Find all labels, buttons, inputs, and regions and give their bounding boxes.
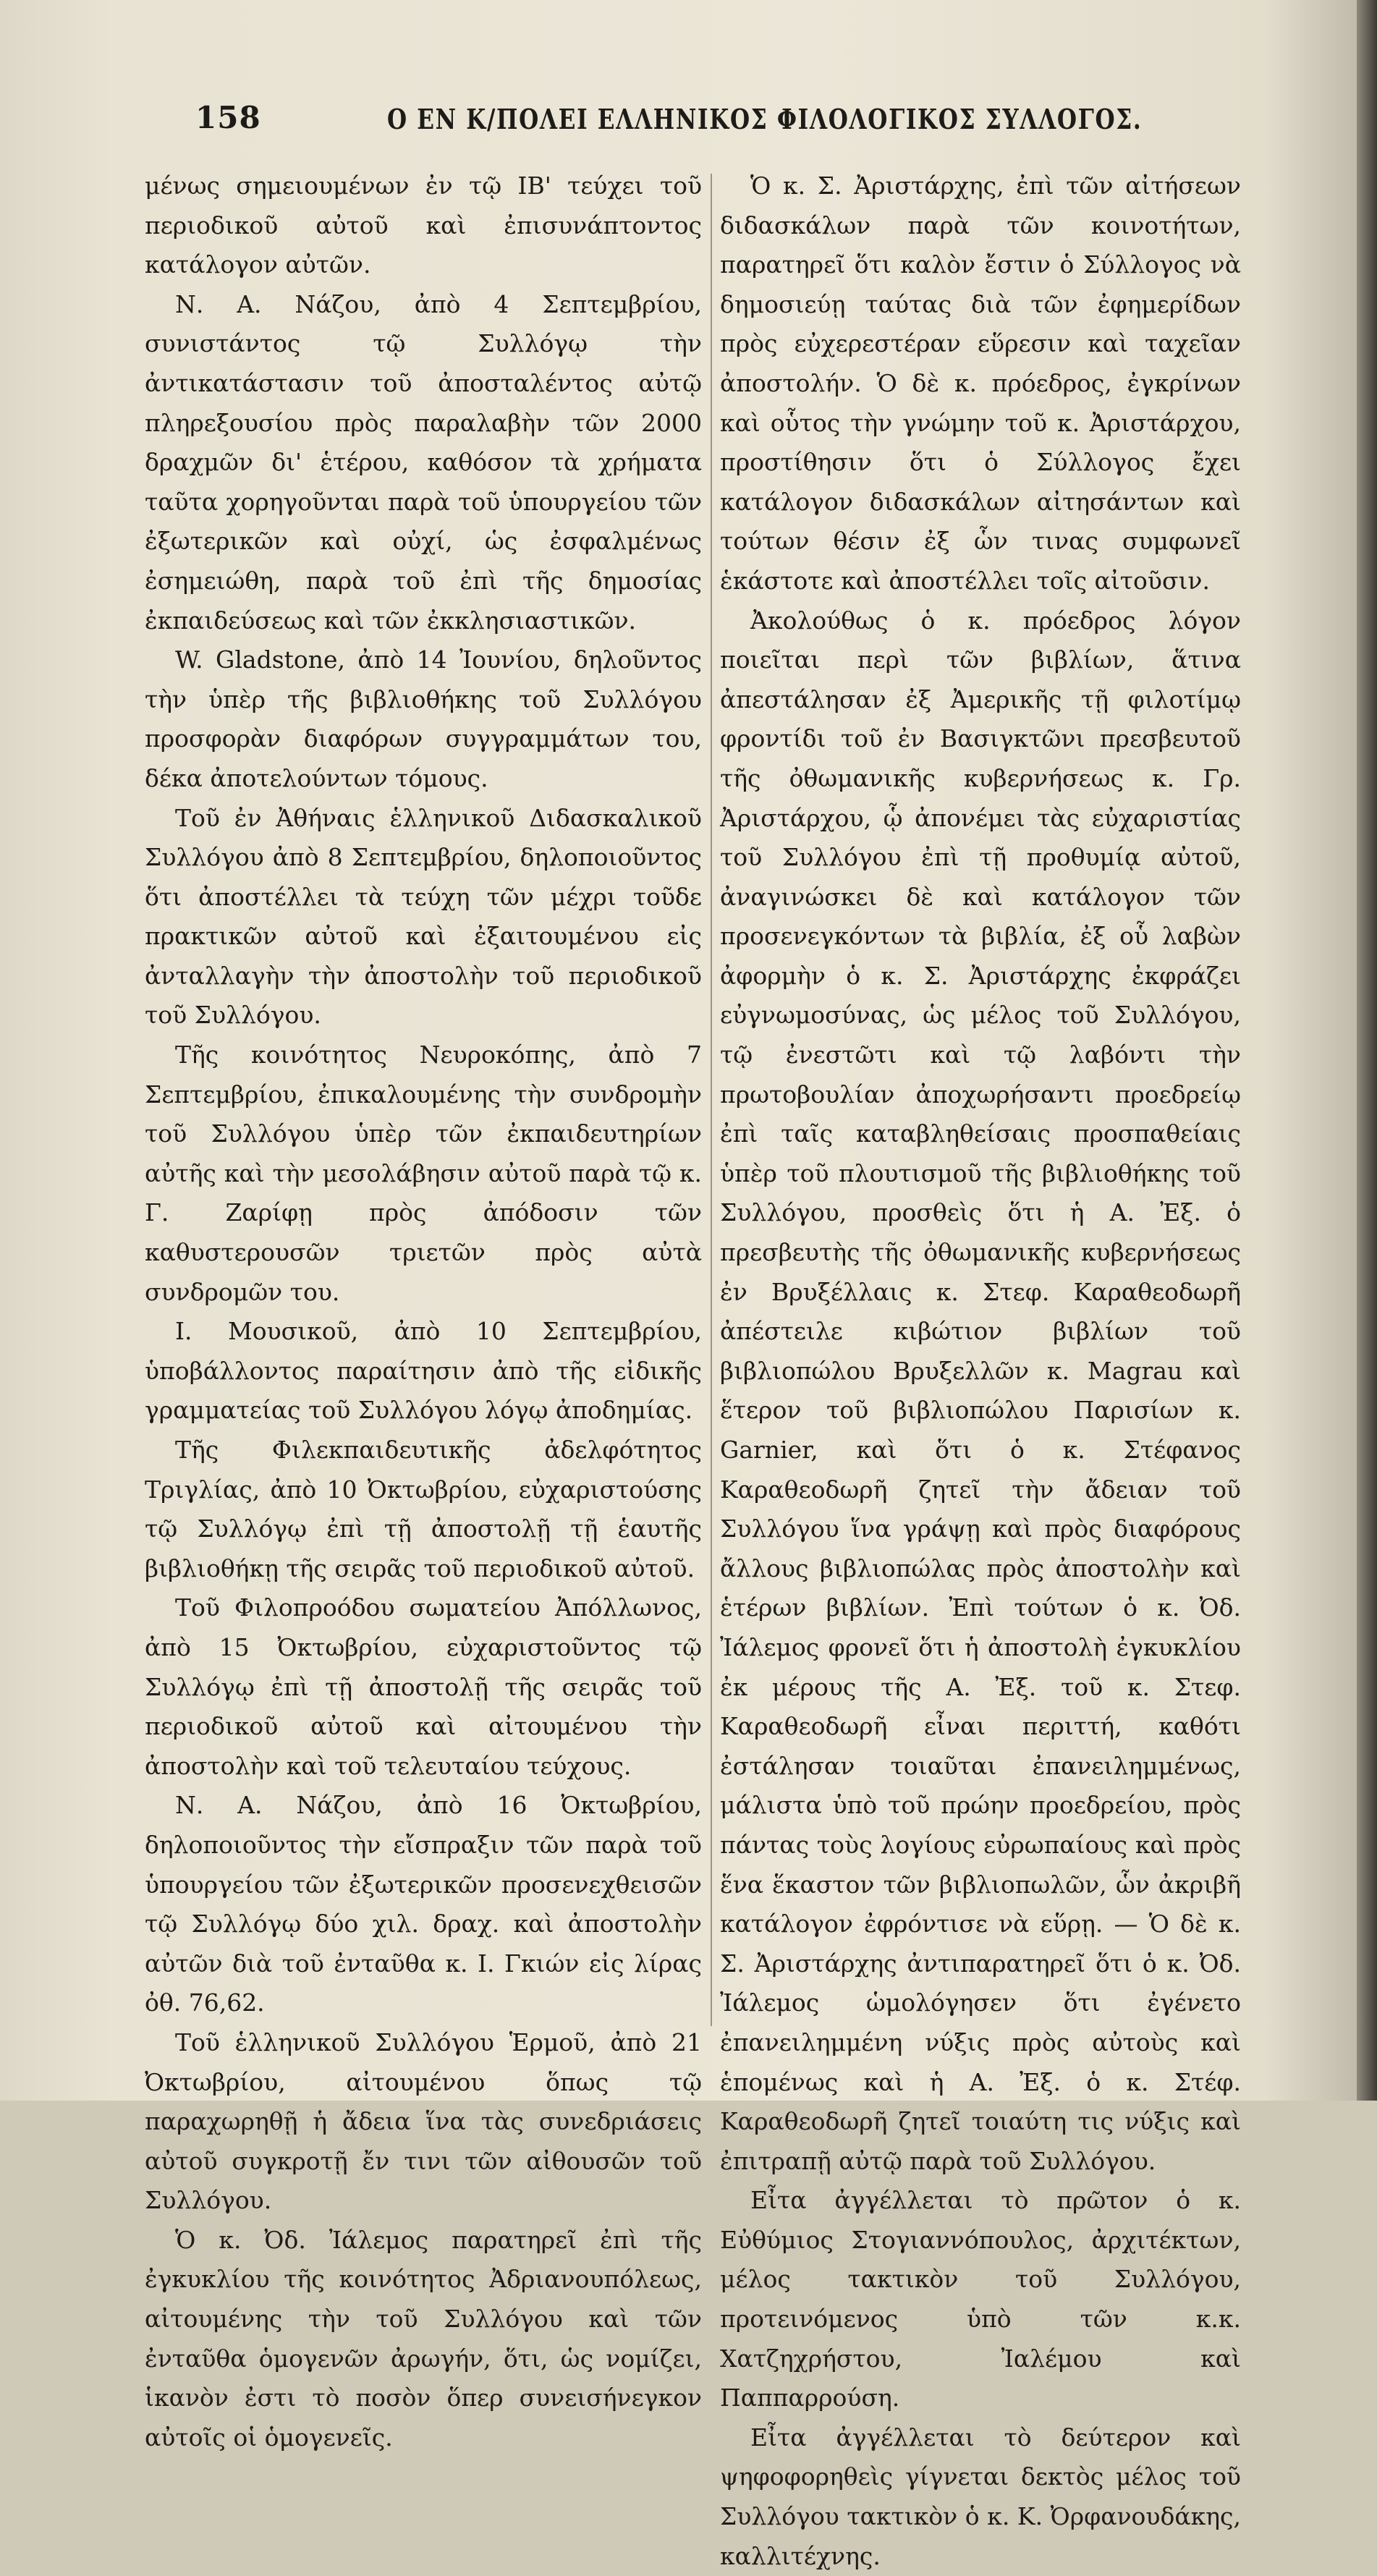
paragraph: Ν. Α. Νάζου, ἀπὸ 16 Ὀκτωβρίου, δηλοποιοῦντος τὴν εἴσπραξιν τῶν παρὰ τοῦ ὑπουργείου τῶν ἐξωτερικῶν προσενεχθεισῶν τῷ Συλλόγῳ δύο χιλ. δραχ. καὶ ἀποστολὴν αὐτῶν διὰ τοῦ ἐνταῦθα κ. Ι. Γκιών εἰς λίρας ὀθ. 76,62. — [145, 1791, 702, 2017]
paragraph: Τοῦ Φιλοπροόδου σωματείου Ἀπόλλωνος, ἀπὸ 15 Ὀκτωβρίου, εὐχαριστοῦντος τῷ Συλλόγῳ ἐπὶ τῇ ἀποστολῇ τῆς σειρᾶς τοῦ περιοδικοῦ αὐτοῦ καὶ αἰτουμένου τὴν ἀποστολὴν καὶ τοῦ τελευταίου τεύχους. — [145, 1593, 702, 1780]
book-spine-shadow — [1357, 0, 1377, 2101]
paragraph: Ἀκολούθως ὁ κ. πρόεδρος λόγον ποιεῖται περὶ τῶν βιβλίων, ἅτινα ἀπεστάλησαν ἐξ Ἀμερικῆς τῇ φιλοτίμῳ φροντίδι τοῦ ἐν Βασιγκτῶνι πρεσβευτοῦ τῆς ὀθωμανικῆς κυβερνήσεως κ. Γρ. Ἀριστάρχου, ᾧ ἀπονέμει τὰς εὐχαριστίας τοῦ Συλλόγου ἐπὶ τῇ προθυμίᾳ αὐτοῦ, ἀναγινώσκει δὲ καὶ κατάλογον τῶν προσενεγκόντων τὰ βιβλία, ἐξ οὗ λαβὼν ἀφορμὴν ὁ κ. Σ. Ἀριστάρχης ἐκφράζει εὐγνωμοσύνας, ὡς μέλος τοῦ Συλλόγου, τῷ ἐνεστῶτι καὶ τῷ λαβόντι τὴν πρωτοβουλίαν ἀποχωρήσαντι προεδρείῳ ἐπὶ ταῖς καταβληθείσαις προσπαθείαις ὑπὲρ τοῦ πλουτισμοῦ τῆς βιβλιοθήκης τοῦ Συλλόγου, προσθεὶς ὅτι ἡ Α. Ἐξ. ὁ πρεσβευτὴς τῆς ὀθωμανικῆς κυβερνήσεως ἐν Βρυξέλλαις κ. Στεφ. Καραθεοδωρῆ ἀπέστειλε κιβώτιον βιβλίων τοῦ βιβλιοπώλου Βρυξελλῶν κ. Magrau καὶ ἕτερον τοῦ βιβλιοπώλου Παρισίων κ. Garnier, καὶ ὅτι ὁ κ. Στέφανος Καραθεοδωρῆ ζητεῖ τὴν ἄδειαν τοῦ Συλλόγου ἵνα γράψῃ καὶ πρὸς διαφόρους ἄλλους βιβλιοπώλας πρὸς ἀποστολὴν καὶ ἑτέρων βιβλίων. Ἐπὶ τούτων ὁ κ. Ὀδ. Ἰάλεμος φρονεῖ ὅτι ἡ ἀποστολὴ ἐγκυκλίου ἐκ μέρους τῆς Α. Ἐξ. τοῦ κ. Στεφ. Καραθεοδωρῆ εἶναι περιττή, καθότι ἐστάλησαν τοιαῦται ἐπανειλημμένως, μάλιστα ὑπὸ τοῦ πρώην προεδρείου, πρὸς πάντας τοὺς λογίους εὐρωπαίους καὶ πρὸς ἕνα ἕκαστον τῶν βιβλιοπωλῶν, ὧν ἀκριβῆ κατάλογον ἐφρόντισε νὰ εὕρῃ. — Ὁ δὲ κ. Σ. Ἀριστάρχης ἀντιπαρατηρεῖ ὅτι ὁ κ. Ὀδ. Ἰάλεμος ὡμολόγησεν ὅτι ἐγένετο ἐπανειλημμένη νύξις πρὸς αὐτοὺς καὶ ἑπομένως καὶ ἡ Α. Ἐξ. ὁ κ. Στέφ. Καραθεοδωρῆ ζητεῖ τοιαύτη τις νύξις καὶ ἐπιτραπῇ αὐτῷ παρὰ τοῦ Συλλόγου. — [720, 606, 1241, 2175]
paragraph: μένως σημειουμένων ἐν τῷ ΙΒ' τεύχει τοῦ περιοδικοῦ αὐτοῦ καὶ ἐπισυνάπτοντος κατάλογον αὐτῶν. — [145, 171, 702, 279]
paragraph: W. Gladstone, ἀπὸ 14 Ἰουνίου, δηλοῦντος τὴν ὑπὲρ τῆς βιβλιοθήκης τοῦ Συλλόγου προσφορὰν διαφόρων συγγραμμάτων του, δέκα ἀποτελούντων τόμους. — [145, 645, 702, 792]
paragraph: Τοῦ ἐν Ἀθήναις ἑλληνικοῦ Διδασκαλικοῦ Συλλόγου ἀπὸ 8 Σεπτεμβρίου, δηλοποιοῦντος ὅτι ἀποστέλλει τὰ τεύχη τῶν μέχρι τοῦδε πρακτικῶν αὐτοῦ καὶ ἐξαιτουμένου εἰς ἀνταλλαγὴν τὴν ἀποστολὴν τοῦ περιοδικοῦ τοῦ Συλλόγου. — [145, 803, 702, 1030]
paragraph: Τῆς Φιλεκπαιδευτικῆς ἀδελφότητος Τριγλίας, ἀπὸ 10 Ὀκτωβρίου, εὐχαριστούσης τῷ Συλλόγῳ ἐπὶ τῇ ἀποστολῇ τῇ ἑαυτῆς βιβλιοθήκῃ τῆς σειρᾶς τοῦ περιοδικοῦ αὐτοῦ. — [145, 1436, 702, 1583]
running-title: Ο ΕΝ Κ/ΠΟΛΕΙ ΕΛΛΗΝΙΚΟΣ ΦΙΛΟΛΟΓΙΚΟΣ ΣΥΛΛΟΓΟΣ. — [387, 103, 1143, 135]
paragraph: Εἶτα ἀγγέλλεται τὸ πρῶτον ὁ κ. Εὐθύμιος Στογιαννόπουλος, ἀρχιτέκτων, μέλος τακτικὸν τοῦ Συλλόγου, προτεινόμενος ὑπὸ τῶν κ.κ. Χατζηχρήστου, Ἰαλέμου καὶ Παππαρρούση. — [720, 2186, 1241, 2412]
paragraph: Τῆς κοινότητος Νευροκόπης, ἀπὸ 7 Σεπτεμβρίου, ἐπικαλουμένης τὴν συνδρομὴν τοῦ Συλλόγου ὑπὲρ τῶν ἐκπαιδευτηρίων αὐτῆς καὶ τὴν μεσολάβησιν αὐτοῦ παρὰ τῷ κ. Γ. Ζαρίφῃ πρὸς ἀπόδοσιν τῶν καθυστερουσῶν τριετῶν πρὸς αὐτὰ συνδρομῶν του. — [145, 1041, 702, 1306]
paragraph: Ὁ κ. Σ. Ἀριστάρχης, ἐπὶ τῶν αἰτήσεων διδασκάλων παρὰ τῶν κοινοτήτων, παρατηρεῖ ὅτι καλὸν ἔστιν ὁ Σύλλογος νὰ δημοσιεύῃ ταύτας διὰ τῶν ἐφημερίδων πρὸς εὐχερεστέραν εὕρεσιν καὶ ταχεῖαν ἀποστολήν. Ὁ δὲ κ. πρόεδρος, ἐγκρίνων καὶ οὗτος τὴν γνώμην τοῦ κ. Ἀριστάρχου, προστίθησιν ὅτι ὁ Σύλλογος ἔχει κατάλογον διδασκάλων αἰτησάντων καὶ τούτων θέσιν ἐξ ὧν τινας συμφωνεῖ ἑκάστοτε καὶ ἀποστέλλει τοῖς αἰτοῦσιν. — [720, 171, 1241, 595]
page-header — [195, 100, 1237, 143]
paragraph: Εἶτα ἀγγέλλεται τὸ δεύτερον καὶ ψηφοφορηθεὶς γίγνεται δεκτὸς μέλος τοῦ Συλλόγου τακτικὸν ὁ κ. Κ. Ὀρφανουδάκης, καλλιτέχνης. — [720, 2423, 1241, 2570]
paragraph: Ὁ κ. Ὀδ. Ἰάλεμος παρατηρεῖ ἐπὶ τῆς ἐγκυκλίου τῆς κοινότητος Ἀδριανουπόλεως, αἰτουμένης τὴν τοῦ Συλλόγου καὶ τῶν ἐνταῦθα ὁμογενῶν ἀρωγήν, ὅτι, ὡς νομίζει, ἱκανὸν ἐστι τὸ ποσὸν ὅπερ συνεισήνεγκον αὐτοῖς οἱ ὁμογενεῖς. — [145, 2225, 702, 2452]
paragraph: Ι. Μουσικοῦ, ἀπὸ 10 Σεπτεμβρίου, ὑποβάλλοντος παραίτησιν ἀπὸ τῆς εἰδικῆς γραμματείας τοῦ Συλλόγου λόγῳ ἀποδημίας. — [145, 1317, 702, 1425]
page-number: 158 — [195, 100, 261, 135]
paragraph: Ν. Α. Νάζου, ἀπὸ 4 Σεπτεμβρίου, συνιστάντος τῷ Συλλόγῳ τὴν ἀντικατάστασιν τοῦ ἀποσταλέντος αὐτῷ πληρεξουσίου πρὸς παραλαβὴν τῶν 2000 δραχμῶν δι' ἑτέρου, καθόσον τὰ χρήματα ταῦτα χορηγοῦνται παρὰ τοῦ ὑπουργείου τῶν ἐξωτερικῶν καὶ οὐχί, ὡς ἐσφαλμένως ἐσημειώθη, παρὰ τοῦ ἐπὶ τῆς δημοσίας ἐκπαιδεύσεως καὶ τῶν ἐκκλησιαστικῶν. — [145, 289, 702, 635]
paragraph: Τοῦ ἑλληνικοῦ Συλλόγου Ἑρμοῦ, ἀπὸ 21 Ὀκτωβρίου, αἰτουμένου ὅπως τῷ παραχωρηθῇ ἡ ἄδεια ἵνα τὰς συνεδριάσεις αὐτοῦ συγκροτῇ ἔν τινι τῶν αἰθουσῶν τοῦ Συλλόγου. — [145, 2028, 702, 2215]
left-column — [145, 166, 702, 2457]
right-column — [720, 166, 1241, 2576]
column-divider — [711, 174, 712, 2026]
